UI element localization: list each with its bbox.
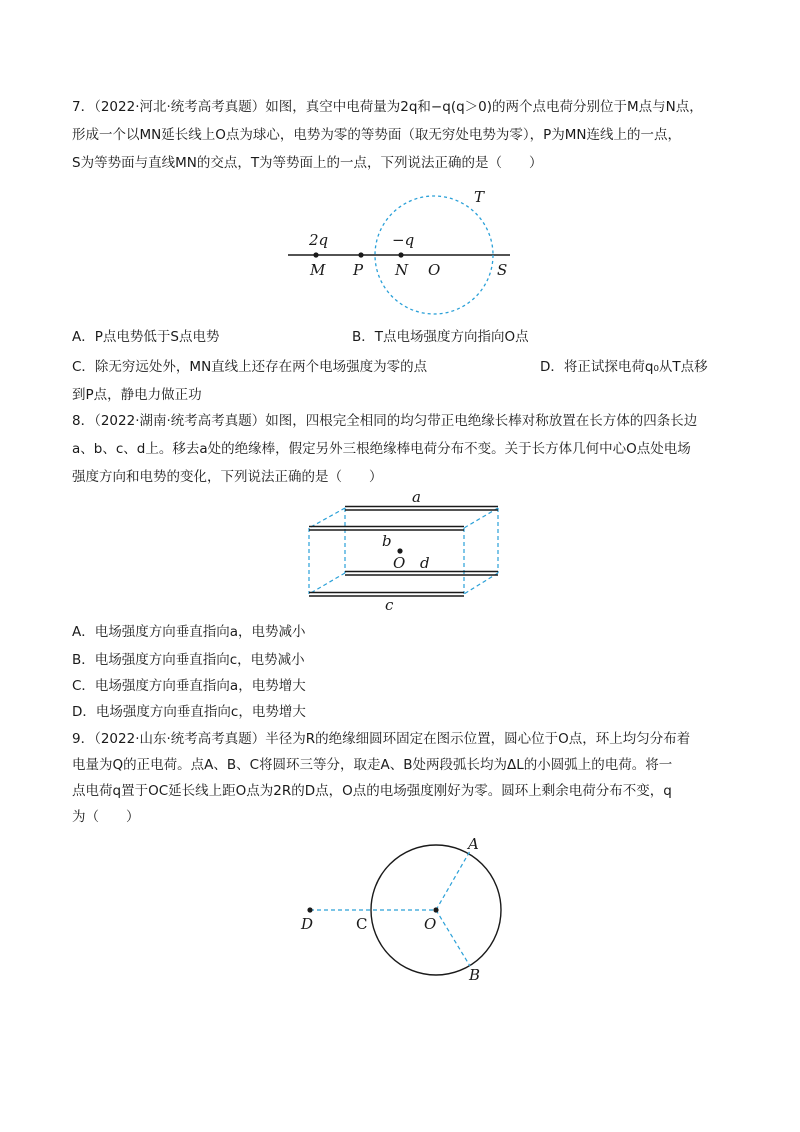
- q8-option-d[interactable]: D．电场强度方向垂直指向c，电势增大: [72, 704, 306, 720]
- q8-label-c: c: [385, 596, 394, 614]
- q8-rod-a: [345, 507, 498, 511]
- q8-figure: [309, 488, 498, 614]
- q7-label-n: N: [395, 261, 409, 279]
- q8-label-o: O: [393, 554, 406, 572]
- q7-option-d[interactable]: D．将正试探电荷q₀从T点移: [540, 359, 708, 375]
- q7-line-1: 7．（2022·河北·统考高考真题）如图，真空中电荷量为2q和−q(q＞0)的两个点电荷分别位于M点与N点，: [72, 99, 703, 115]
- q7-point-p: [358, 252, 363, 257]
- q7-point-m: [313, 252, 318, 257]
- q7-figure: [288, 188, 510, 314]
- q8-rod-b: [309, 527, 464, 531]
- q9-label-o: O: [424, 915, 437, 933]
- q7-option-d-continued: 到P点，静电力做正功: [72, 387, 202, 403]
- q9-line-1: 9．（2022·山东·统考高考真题）半径为R的绝缘细圆环固定在图示位置，圆心位于O点，环上均匀分布着: [72, 731, 691, 747]
- q7-label-t: T: [474, 188, 485, 206]
- q9-point-o: [433, 907, 438, 912]
- q8-label-d: d: [420, 554, 430, 572]
- q8-point-o: [397, 548, 402, 553]
- q7-point-n: [398, 252, 403, 257]
- q9-line-2: 电量为Q的正电荷。点A、B、C将圆环三等分，取走A、B处两段弧长均为ΔL的小圆弧上的电荷。将一: [72, 757, 673, 773]
- q9-line-4: 为（ ）: [72, 809, 140, 825]
- q7-option-a[interactable]: A．P点电势低于S点电势: [72, 329, 220, 345]
- q7-label-m: M: [310, 261, 326, 279]
- q8-line-2: a、b、c、d上。移去a处的绝缘棒，假定另外三根绝缘棒电荷分布不变。关于长方体几何中心O点处电场: [72, 441, 691, 457]
- q8-option-c[interactable]: C．电场强度方向垂直指向a，电势增大: [72, 678, 306, 694]
- q7-line-3: S为等势面与直线MN的交点，T为等势面上的一点，下列说法正确的是（ ）: [72, 155, 543, 171]
- q7-label-p: P: [353, 261, 364, 279]
- q8-line-1: 8．（2022·湖南·统考高考真题）如图，四根完全相同的均匀带正电绝缘长棒对称放置在长方体的四条长边: [72, 413, 698, 429]
- q9-label-d: D: [301, 915, 314, 933]
- q8-rod-d: [345, 572, 498, 576]
- q9-label-c: C: [356, 915, 368, 933]
- q7-option-c[interactable]: C．除无穷远处外，MN直线上还存在两个电场强度为零的点: [72, 359, 428, 375]
- q7-label-2q: 2q: [309, 231, 329, 249]
- q9-label-b: B: [469, 966, 481, 984]
- q8-option-a[interactable]: A．电场强度方向垂直指向a，电势减小: [72, 624, 306, 640]
- q8-label-a: a: [412, 488, 421, 506]
- q7-option-b[interactable]: B．T点电场强度方向指向O点: [352, 329, 529, 345]
- q8-label-b: b: [382, 532, 392, 550]
- q8-option-b[interactable]: B．电场强度方向垂直指向c，电势减小: [72, 652, 305, 668]
- q8-box-dashed-edges: [309, 508, 498, 594]
- q9-figure: [300, 835, 501, 984]
- q8-line-3: 强度方向和电势的变化，下列说法正确的是（ ）: [72, 469, 383, 485]
- q9-line-3: 点电荷q置于OC延长线上距O点为2R的D点，O点的电场强度刚好为零。圆环上剩余电荷分布不变，q: [72, 783, 672, 799]
- q7-label-o: O: [428, 261, 441, 279]
- q9-dashed-lines: [310, 851, 470, 966]
- q7-label-s: S: [497, 261, 508, 279]
- q9-label-a: A: [468, 835, 479, 853]
- q7-line-2: 形成一个以MN延长线上O点为球心，电势为零的等势面（取无穷处电势为零），P为MN连线上的一点，: [72, 127, 682, 143]
- q7-label-minus-q: −q: [392, 231, 415, 249]
- q9-point-d: [307, 907, 312, 912]
